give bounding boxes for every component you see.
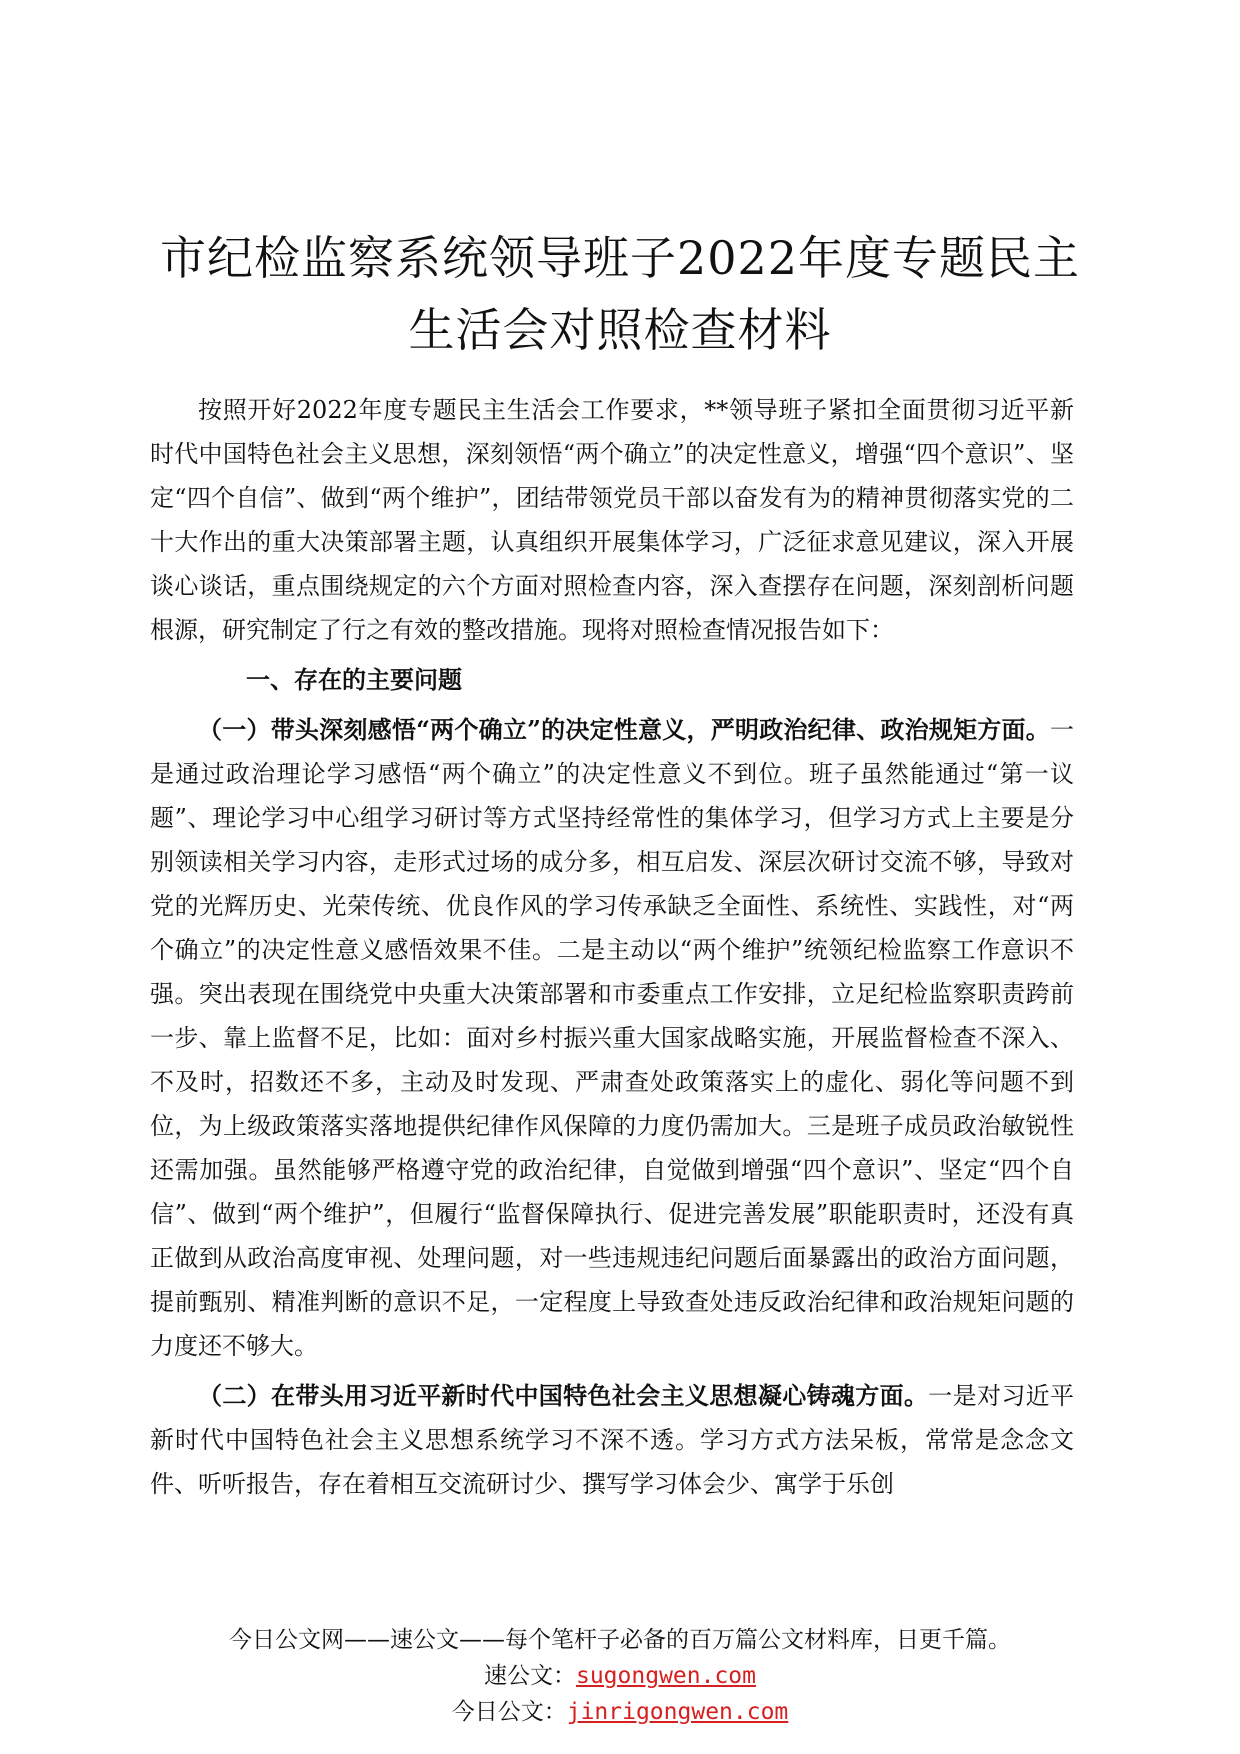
footer-line-2 bbox=[0, 1658, 1240, 1694]
document-body bbox=[150, 388, 1074, 1506]
page-footer bbox=[0, 1622, 1240, 1730]
intro-paragraph: 按照开好2022年度专题民主生活会工作要求，**领导班子紧扣全面贯彻习近平新时代中国特色社会主义思想，深刻领悟“两个确立”的决定性意义，增强“四个意识”、坚定“四个自信”、做到“两个维护”，团结带领党员干部以奋发有为的精神贯彻落实党的二十大作出的重大决策部署主题，认真组织开展集体学习，广泛征求意见建议，深入开展谈心谈话，重点围绕规定的六个方面对照检查内容，深入查摆存在问题，深刻剖析问题根源，研究制定了行之有效的整改措施。现将对照检查情况报告如下： bbox=[150, 396, 1074, 644]
document-title bbox=[150, 222, 1090, 366]
section-1-heading: 一、存在的主要问题 bbox=[246, 665, 462, 694]
subsection-1-text: 一是通过政治理论学习感悟“两个确立”的决定性意义不到位。班子虽然能通过“第一议题”、理论学习中心组学习研讨等方式坚持经常性的集体学习，但学习方式上主要是分别领读相关学习内容，走形式过场的成分多，相互启发、深层次研讨交流不够，导致对党的光辉历史、光荣传统、优良作风的学习传承缺乏全面性、系统性、实践性，对“两个确立”的决定性意义感悟效果不佳。二是主动以“两个维护”统领纪检监察工作意识不强。突出表现在围绕党中央重大决策部署和市委重点工作安排，立足纪检监察职责跨前一步、靠上监督不足，比如：面对乡村振兴重大国家战略实施，开展监督检查不深入、不及时，招数还不多，主动及时发现、严肃查处政策落实上的虚化、弱化等问题不到位，为上级政策落实落地提供纪律作风保障的力度仍需加大。三是班子成员政治敏锐性还需加强。虽然能够严格遵守党的政治纪律，自觉做到增强“四个意识”、坚定“四个自信”、做到“两个维护”，但履行“监督保障执行、促进完善发展”职能职责时，还没有真正做到从政治高度审视、处理问题，对一些违规违纪问题后面暴露出的政治方面问题，提前甄别、精准判断的意识不足，一定程度上导致查处违反政治纪律和政治规矩问题的力度还不够大。 bbox=[150, 716, 1074, 1360]
footer-line-3 bbox=[0, 1694, 1240, 1730]
footer-label-sugongwen: 速公文： bbox=[483, 1663, 576, 1689]
jinrigongwen-link[interactable]: jinrigongwen.com bbox=[566, 1699, 789, 1725]
sugongwen-link[interactable]: sugongwen.com bbox=[575, 1663, 756, 1689]
subsection-1-paragraph bbox=[150, 708, 1074, 1368]
footer-tagline: 今日公文网——速公文——每个笔杆子必备的百万篇公文材料库，日更千篇。 bbox=[229, 1627, 1011, 1653]
subsection-2-text: 一是对习近平新时代中国特色社会主义思想系统学习不深不透。学习方式方法呆板，常常是念念文件、听听报告，存在着相互交流研讨少、撰写学习体会少、寓学于乐创 bbox=[150, 1382, 1075, 1498]
subsection-1-heading: （一）带头深刻感悟“两个确立”的决定性意义，严明政治纪律、政治规矩方面。 bbox=[198, 715, 1050, 744]
subsection-2-paragraph bbox=[150, 1374, 1074, 1506]
subsection-2-heading: （二）在带头用习近平新时代中国特色社会主义思想凝心铸魂方面。 bbox=[198, 1381, 929, 1410]
title-line-1: 市纪检监察系统领导班子2022年度专题民主 bbox=[159, 231, 1081, 285]
title-line-2: 生活会对照检查材料 bbox=[408, 303, 832, 357]
footer-label-jinrigongwen: 今日公文： bbox=[451, 1699, 567, 1725]
